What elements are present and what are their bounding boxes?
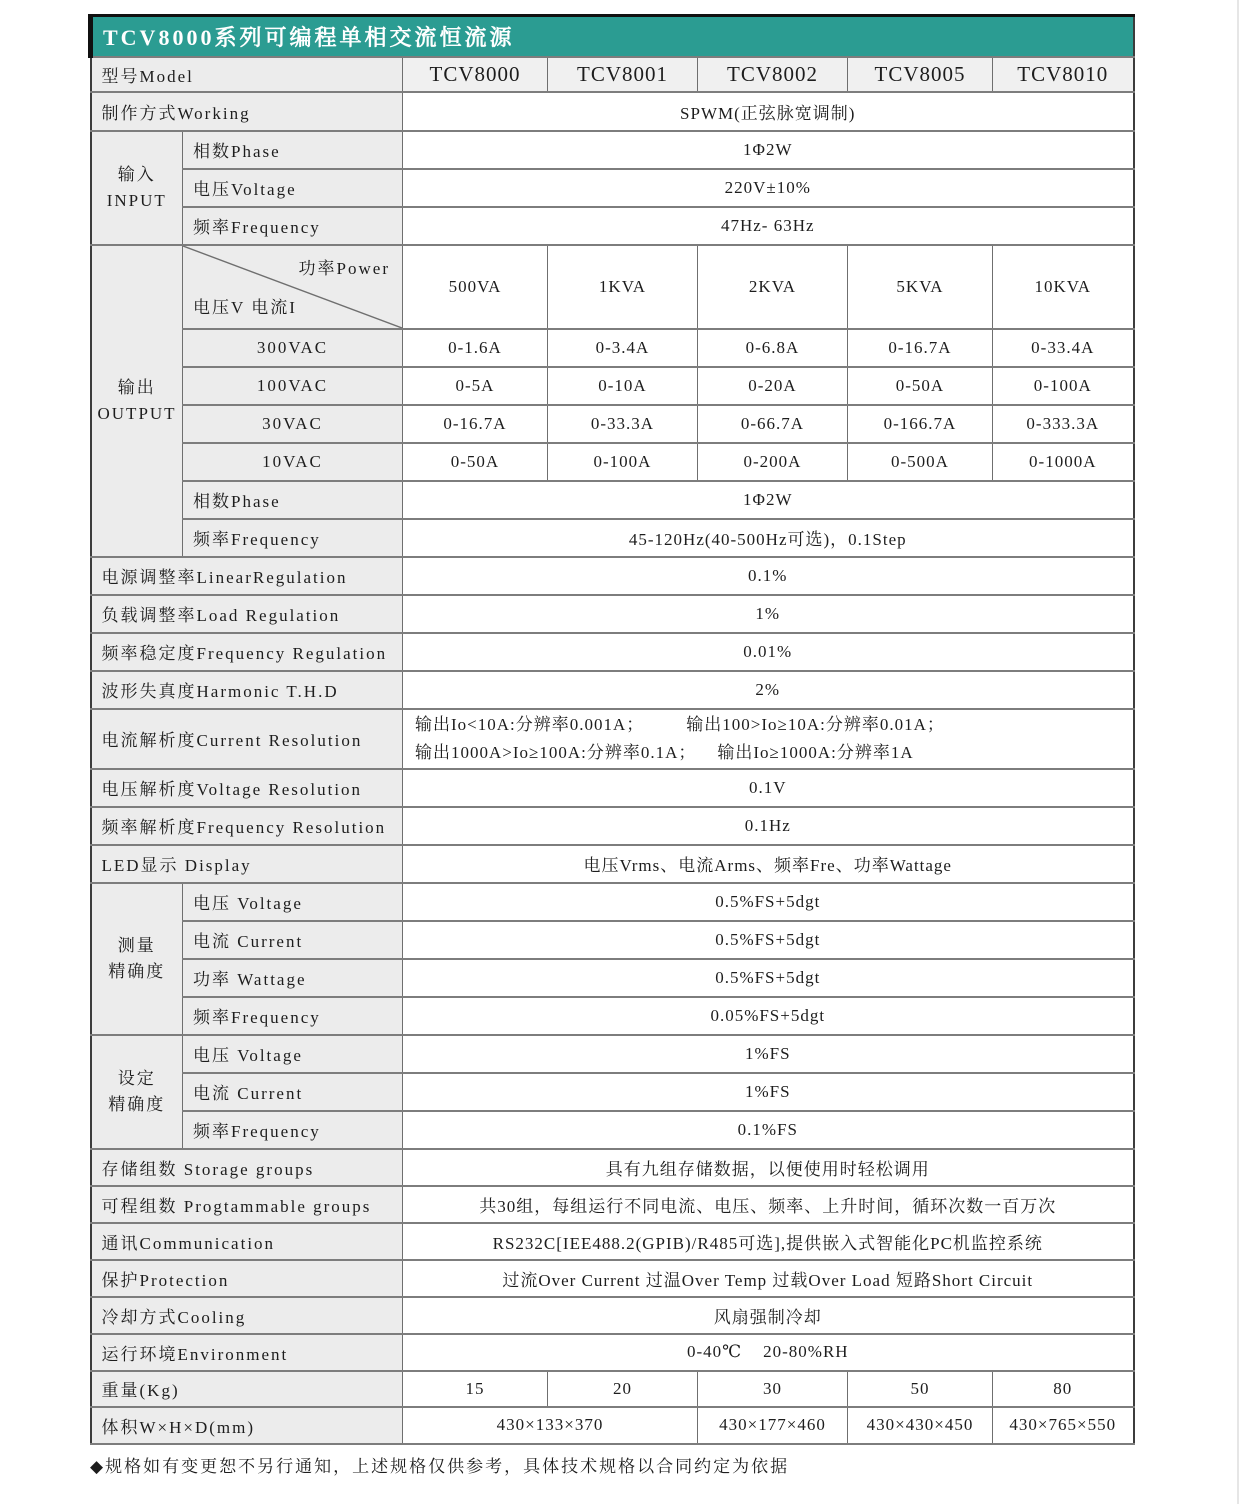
current-range: 0-100A — [548, 443, 698, 481]
environment-value: 0-40℃ 20-80%RH — [403, 1334, 1134, 1371]
input-frequency-label: 频率Frequency — [183, 207, 403, 245]
corner-power-label: 功率Power — [298, 258, 390, 278]
input-phase-label: 相数Phase — [183, 131, 403, 169]
measure-current-label: 电流 Current — [183, 921, 403, 959]
spec-footnote: ◆规格如有变更恕不另行通知，上述规格仅供参考，具体技术规格以合同约定为依据 — [90, 1457, 790, 1476]
measure-wattage-value: 0.5%FS+5dgt — [403, 959, 1134, 997]
programmable-groups-value: 共30组，每组运行不同电流、电压、频率、上升时间，循环次数一百万次 — [403, 1186, 1134, 1223]
power-header: 2KVA — [698, 245, 848, 329]
cooling-label: 冷却方式Cooling — [91, 1297, 403, 1334]
setting-accuracy-cn2: 精确度 — [108, 1094, 166, 1114]
current-range: 0-33.4A — [993, 329, 1134, 367]
output-phase-value: 1Φ2W — [403, 481, 1134, 519]
set-current-label: 电流 Current — [183, 1073, 403, 1111]
dimensions-value: 430×765×550 — [993, 1407, 1134, 1444]
current-range: 0-66.7A — [698, 405, 848, 443]
measurement-accuracy-cn2: 精确度 — [108, 961, 166, 981]
weight-value: 80 — [993, 1371, 1134, 1407]
cooling-value: 风扇强制冷却 — [403, 1297, 1134, 1334]
weight-value: 30 — [698, 1371, 848, 1407]
load-regulation-value: 1% — [403, 595, 1134, 633]
power-header: 5KVA — [848, 245, 993, 329]
model-name: TCV8002 — [698, 57, 848, 92]
current-range: 0-1.6A — [403, 329, 548, 367]
weight-value: 20 — [548, 1371, 698, 1407]
led-display-value: 电压Vrms、电流Arms、频率Fre、功率Wattage — [403, 845, 1134, 883]
measure-voltage-label: 电压 Voltage — [183, 883, 403, 921]
current-range: 0-1000A — [993, 443, 1134, 481]
spec-table — [88, 14, 1135, 1445]
storage-groups-value: 具有九组存储数据，以便使用时轻松调用 — [403, 1149, 1134, 1186]
measure-wattage-label: 功率 Wattage — [183, 959, 403, 997]
frequency-regulation-label: 频率稳定度Frequency Regulation — [91, 633, 403, 671]
frequency-regulation-value: 0.01% — [403, 633, 1134, 671]
measure-voltage-value: 0.5%FS+5dgt — [403, 883, 1134, 921]
vac-row-label: 300VAC — [183, 329, 403, 367]
current-range: 0-50A — [848, 367, 993, 405]
model-name: TCV8010 — [993, 57, 1134, 92]
weight-value: 50 — [848, 1371, 993, 1407]
power-header: 1KVA — [548, 245, 698, 329]
input-voltage-label: 电压Voltage — [183, 169, 403, 207]
dimensions-value: 430×177×460 — [698, 1407, 848, 1444]
vac-row-label: 100VAC — [183, 367, 403, 405]
communication-value: RS232C[IEE488.2(GPIB)/R485可选],提供嵌入式智能化PC机监控系统 — [403, 1223, 1134, 1260]
current-range: 0-500A — [848, 443, 993, 481]
page-right-edge — [1237, 0, 1239, 1504]
model-row-label: 型号Model — [91, 57, 403, 92]
current-resolution-label: 电流解析度Current Resolution — [91, 709, 403, 769]
input-phase-value: 1Φ2W — [403, 131, 1134, 169]
output-frequency-value: 45-120Hz(40-500Hz可选)，0.1Step — [403, 519, 1134, 557]
voltage-resolution-label: 电压解析度Voltage Resolution — [91, 769, 403, 807]
current-range: 0-16.7A — [403, 405, 548, 443]
set-voltage-label: 电压 Voltage — [183, 1035, 403, 1073]
dimensions-value: 430×133×370 — [403, 1407, 698, 1444]
voltage-resolution-value: 0.1V — [403, 769, 1134, 807]
harmonic-thd-value: 2% — [403, 671, 1134, 709]
output-frequency-label: 频率Frequency — [183, 519, 403, 557]
model-name: TCV8005 — [848, 57, 993, 92]
vac-row-label: 30VAC — [183, 405, 403, 443]
output-phase-label: 相数Phase — [183, 481, 403, 519]
measure-frequency-label: 频率Frequency — [183, 997, 403, 1035]
weight-label: 重量(Kg) — [91, 1371, 403, 1407]
power-header: 10KVA — [993, 245, 1134, 329]
current-resolution-line2: 输出1000A>Io≥100A:分辨率0.1A； 输出Io≥1000A:分辨率1A — [415, 742, 914, 762]
current-range: 0-10A — [548, 367, 698, 405]
protection-value: 过流Over Current 过温Over Temp 过载Over Load 短路Short Circuit — [403, 1260, 1134, 1297]
current-range: 0-33.3A — [548, 405, 698, 443]
led-display-label: LED显示 Display — [91, 845, 403, 883]
model-name: TCV8001 — [548, 57, 698, 92]
storage-groups-label: 存储组数 Storage groups — [91, 1149, 403, 1186]
current-range: 0-3.4A — [548, 329, 698, 367]
current-range: 0-166.7A — [848, 405, 993, 443]
working-value: SPWM(正弦脉宽调制) — [403, 92, 1134, 131]
communication-label: 通讯Communication — [91, 1223, 403, 1260]
spec-sheet — [88, 14, 1135, 1445]
frequency-resolution-value: 0.1Hz — [403, 807, 1134, 845]
vac-row-label: 10VAC — [183, 443, 403, 481]
input-voltage-value: 220V±10% — [403, 169, 1134, 207]
protection-label: 保护Protection — [91, 1260, 403, 1297]
linear-regulation-value: 0.1% — [403, 557, 1134, 595]
input-frequency-value: 47Hz- 63Hz — [403, 207, 1134, 245]
working-label: 制作方式Working — [91, 92, 403, 131]
input-group-en: INPUT — [106, 190, 167, 210]
frequency-resolution-label: 频率解析度Frequency Resolution — [91, 807, 403, 845]
current-range: 0-333.3A — [993, 405, 1134, 443]
current-range: 0-6.8A — [698, 329, 848, 367]
current-range: 0-100A — [993, 367, 1134, 405]
measurement-accuracy-cn1: 测量 — [117, 935, 156, 955]
diagonal-header-cell — [183, 245, 403, 329]
current-resolution-line1: 输出Io<10A:分辨率0.001A； 输出100>Io≥10A:分辨率0.01A； — [415, 714, 945, 734]
output-group-cell — [91, 245, 183, 557]
weight-value: 15 — [403, 1371, 548, 1407]
dimensions-label: 体积W×H×D(mm) — [91, 1407, 403, 1444]
linear-regulation-label: 电源调整率LinearRegulation — [91, 557, 403, 595]
setting-accuracy-group-cell — [91, 1035, 183, 1149]
current-range: 0-16.7A — [848, 329, 993, 367]
set-frequency-value: 0.1%FS — [403, 1111, 1134, 1149]
current-resolution-value — [403, 709, 1134, 769]
measurement-accuracy-group-cell — [91, 883, 183, 1035]
current-range: 0-50A — [403, 443, 548, 481]
harmonic-thd-label: 波形失真度Harmonic T.H.D — [91, 671, 403, 709]
set-current-value: 1%FS — [403, 1073, 1134, 1111]
power-header: 500VA — [403, 245, 548, 329]
set-voltage-value: 1%FS — [403, 1035, 1134, 1073]
current-range: 0-200A — [698, 443, 848, 481]
setting-accuracy-cn1: 设定 — [117, 1068, 156, 1088]
page-title: TCV8000系列可编程单相交流恒流源 — [91, 16, 1134, 57]
input-group-cell — [91, 131, 183, 245]
current-range: 0-20A — [698, 367, 848, 405]
input-group-cn: 输入 — [117, 164, 156, 184]
environment-label: 运行环境Environment — [91, 1334, 403, 1371]
measure-frequency-value: 0.05%FS+5dgt — [403, 997, 1134, 1035]
model-name: TCV8000 — [403, 57, 548, 92]
output-group-cn: 输出 — [117, 377, 156, 397]
load-regulation-label: 负载调整率Load Regulation — [91, 595, 403, 633]
set-frequency-label: 频率Frequency — [183, 1111, 403, 1149]
dimensions-value: 430×430×450 — [848, 1407, 993, 1444]
measure-current-value: 0.5%FS+5dgt — [403, 921, 1134, 959]
output-group-en: OUTPUT — [97, 403, 177, 423]
corner-voltage-current-label: 电压V 电流I — [193, 297, 297, 317]
current-range: 0-5A — [403, 367, 548, 405]
programmable-groups-label: 可程组数 Progtammable groups — [91, 1186, 403, 1223]
